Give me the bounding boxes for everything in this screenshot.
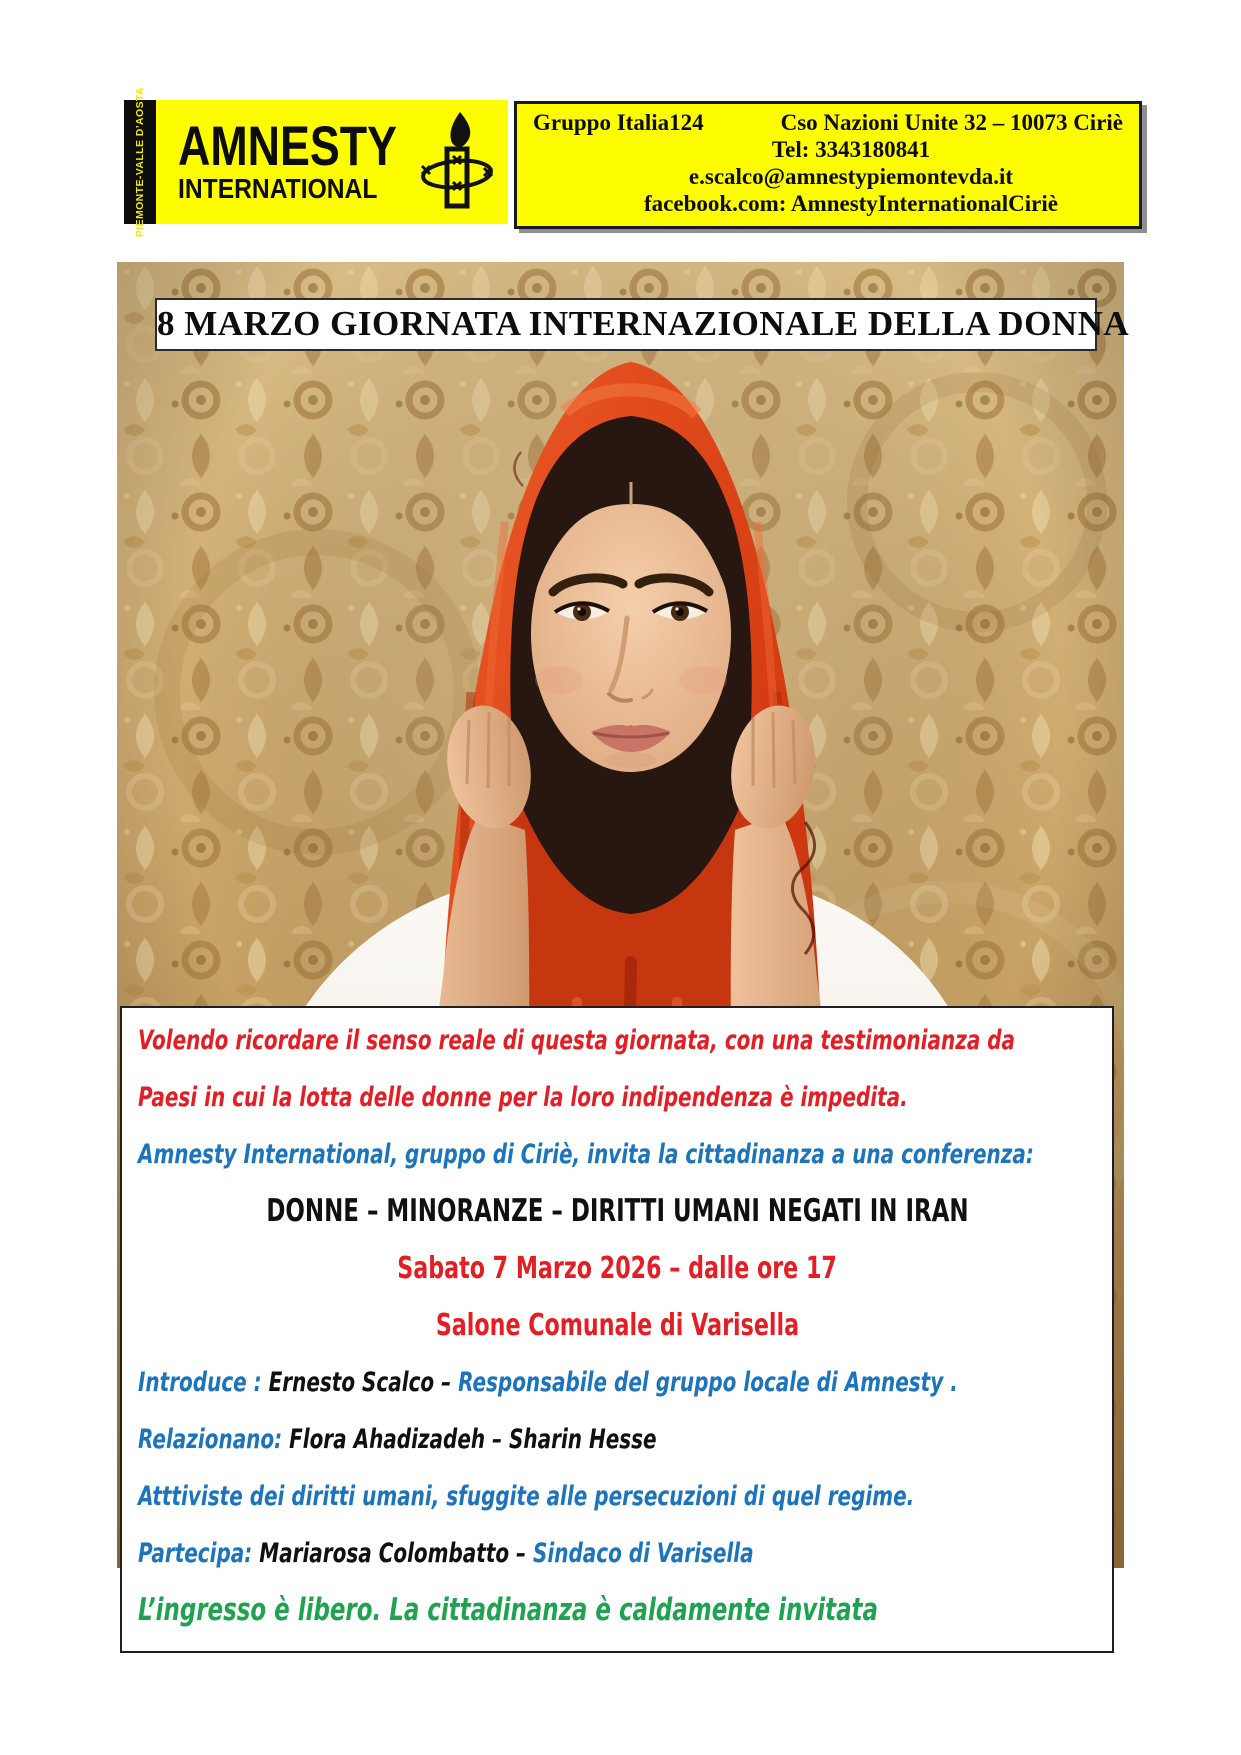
candle-barbed-wire-icon xyxy=(418,110,494,218)
contact-info-box xyxy=(514,101,1142,229)
participate-role: Sindaco di Varisella xyxy=(532,1538,754,1569)
amnesty-logo xyxy=(156,100,508,224)
introduce-name: Ernesto Scalco – xyxy=(268,1367,452,1398)
introduce-role: Responsabile del gruppo locale di Amnesty . xyxy=(458,1367,958,1398)
org-name-line1: AMNESTY xyxy=(178,114,398,177)
activists-line: Atttiviste dei diritti umani, sfuggite alle persecuzioni di quel regime. xyxy=(138,1481,915,1512)
contact-lines xyxy=(563,136,1139,217)
event-details-box xyxy=(120,1006,1114,1653)
participate-label: Partecipa: xyxy=(138,1538,253,1569)
speakers-label: Relazionano: xyxy=(138,1424,283,1455)
region-banner xyxy=(124,86,156,238)
contact-group: Gruppo Italia124 xyxy=(533,110,704,135)
contact-tel: Tel: 3343180841 xyxy=(771,137,931,162)
speakers-names: Flora Ahadizadeh – Sharin Hesse xyxy=(289,1424,657,1455)
date-line: Sabato 7 Marzo 2026 – dalle ore 17 xyxy=(397,1251,837,1286)
contact-facebook: facebook.com: AmnestyInternationalCiriè xyxy=(644,191,1058,216)
intro-line-2: Paesi in cui la lotta delle donne per la loro indipendenza è impedita. xyxy=(138,1082,908,1113)
venue-line: Salone Comunale di Varisella xyxy=(435,1308,799,1343)
conference-title: DONNE – MINORANZE – DIRITTI UMANI NEGATI IN IRAN xyxy=(265,1193,969,1229)
intro-line-1: Volendo ricordare il senso reale di questa giornata, con una testimonianza da xyxy=(138,1025,1016,1056)
amnesty-logo-text xyxy=(178,114,452,204)
introduce-line xyxy=(138,1354,1096,1411)
participate-line xyxy=(138,1525,1096,1582)
closing-line: L’ingresso è libero. La cittadinanza è caldamente invitata xyxy=(138,1592,878,1628)
speakers-line xyxy=(138,1411,1096,1468)
invite-line: Amnesty International, gruppo di Ciriè, invita la cittadinanza a una conferenza: xyxy=(138,1139,1034,1170)
introduce-label: Introduce : xyxy=(138,1367,262,1398)
contact-address: Cso Nazioni Unite 32 – 10073 Ciriè xyxy=(780,110,1123,135)
banner-title: 8 MARZO GIORNATA INTERNAZIONALE DELLA DONNA xyxy=(155,298,1097,351)
region-label: PIEMONTE-VALLE D’AOSTA xyxy=(134,86,146,238)
contact-line-group-address xyxy=(517,109,1139,136)
contact-email: e.scalco@amnestypiemontevda.it xyxy=(688,164,1014,189)
participate-name: Mariarosa Colombatto – xyxy=(259,1538,527,1569)
org-name-line2: INTERNATIONAL xyxy=(178,173,378,204)
